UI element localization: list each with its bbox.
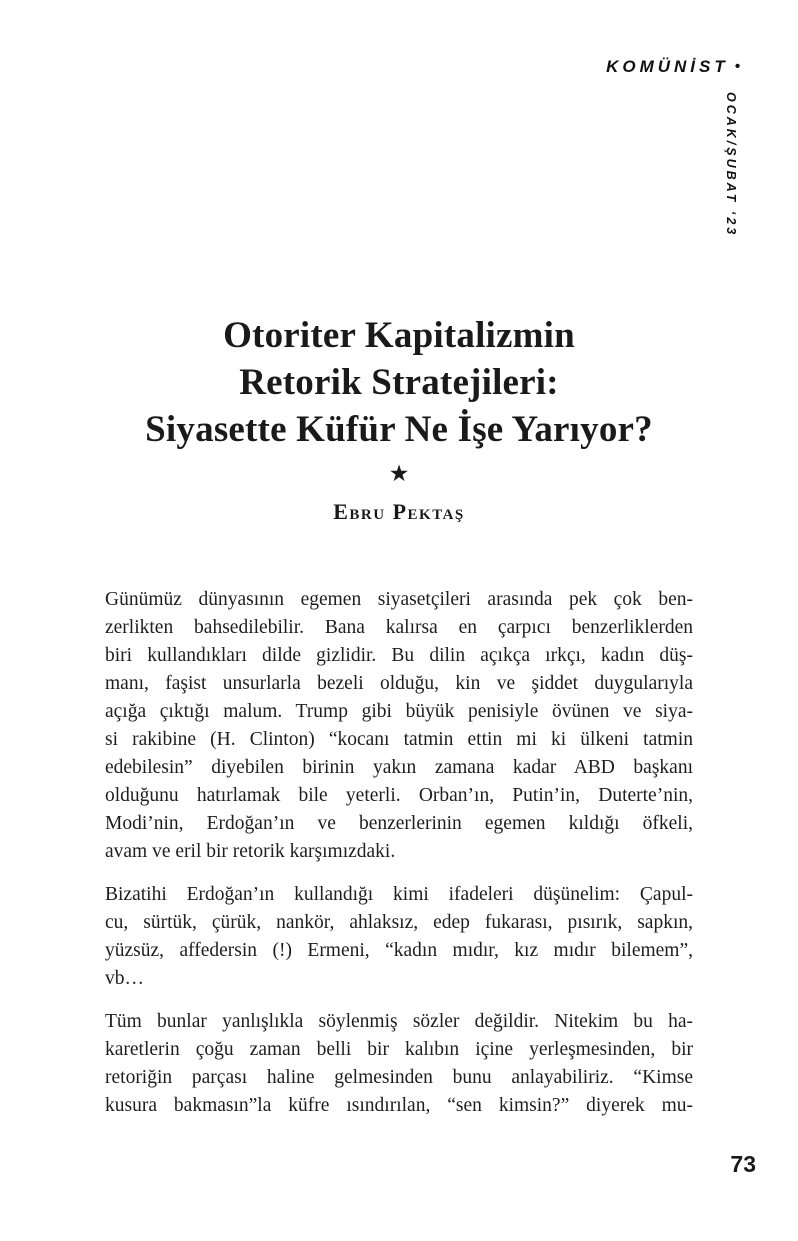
author-name: Ebru Pektaş — [333, 499, 465, 524]
article-body — [105, 586, 693, 1120]
journal-title: KOMÜNİST — [606, 57, 729, 76]
text-line: Günümüz dünyasının egemen siyasetçileri arasında pek çok ben- — [105, 589, 693, 610]
paragraph-1 — [105, 586, 693, 866]
paragraph-2 — [105, 881, 693, 993]
text-line: si rakibine (H. Clinton) “kocanı tatmin ettin mi ki ülkeni tatmin — [105, 729, 693, 750]
article-title-line-1: Otoriter Kapitalizmin — [223, 315, 575, 356]
page-number: 73 — [730, 1151, 756, 1177]
text-line: yüzsüz, affedersin (!) Ermeni, “kadın mıdır, kız mıdır bilemem”, — [105, 940, 693, 961]
text-line: edebilesin” diyebilen birinin yakın zamana kadar ABD başkanı — [105, 757, 693, 778]
text-line: karetlerin çoğu zaman belli bir kalıbın içine yerleşmesinden, bir — [105, 1039, 693, 1060]
text-line: Tüm bunlar yanlışlıkla söylenmiş sözler değildir. Nitekim bu ha- — [105, 1011, 693, 1032]
text-line: manı, faşist unsurlarla bezeli olduğu, kin ve şiddet duygularıyla — [105, 673, 693, 694]
text-line: kusura bakmasın”la küfre ısındırılan, “sen kimsin?” diyerek mu- — [105, 1095, 693, 1116]
text-line: avam ve eril bir retorik karşımızdaki. — [105, 841, 396, 862]
paragraph-3 — [105, 1008, 693, 1120]
article-title-block — [105, 312, 693, 525]
issue-date-vertical: OCAK/ŞUBAT ‘23 — [724, 92, 738, 238]
text-line: vb… — [105, 968, 144, 989]
masthead-bullet-icon: • — [734, 58, 740, 75]
masthead — [606, 57, 740, 77]
article-title-line-2: Retorik Stratejileri: — [239, 362, 559, 403]
text-line: olduğunu hatırlamak bile yeterli. Orban’ın, Putin’in, Duterte’nin, — [105, 785, 693, 806]
article-title-line-3: Siyasette Küfür Ne İşe Yarıyor? — [145, 409, 653, 450]
star-divider-icon: ★ — [388, 461, 410, 486]
text-line: açığa çıktığı malum. Trump gibi büyük penisiyle övünen ve siya- — [105, 701, 693, 722]
article-title — [105, 312, 693, 453]
text-line: zerlikten bahsedilebilir. Bana kalırsa en çarpıcı benzerliklerden — [105, 617, 693, 638]
text-line: Bizatihi Erdoğan’ın kullandığı kimi ifadeleri düşünelim: Çapul- — [105, 884, 693, 905]
text-line: retoriğin parçası haline gelmesinden bunu anlayabiliriz. “Kimse — [105, 1067, 693, 1088]
text-line: Modi’nin, Erdoğan’ın ve benzerlerinin egemen kıldığı öfkeli, — [105, 813, 693, 834]
text-line: cu, sürtük, çürük, nankör, ahlaksız, edep fukarası, pısırık, sapkın, — [105, 912, 693, 933]
text-line: biri kullandıkları dilde gizlidir. Bu dilin açıkça ırkçı, kadın düş- — [105, 645, 693, 666]
